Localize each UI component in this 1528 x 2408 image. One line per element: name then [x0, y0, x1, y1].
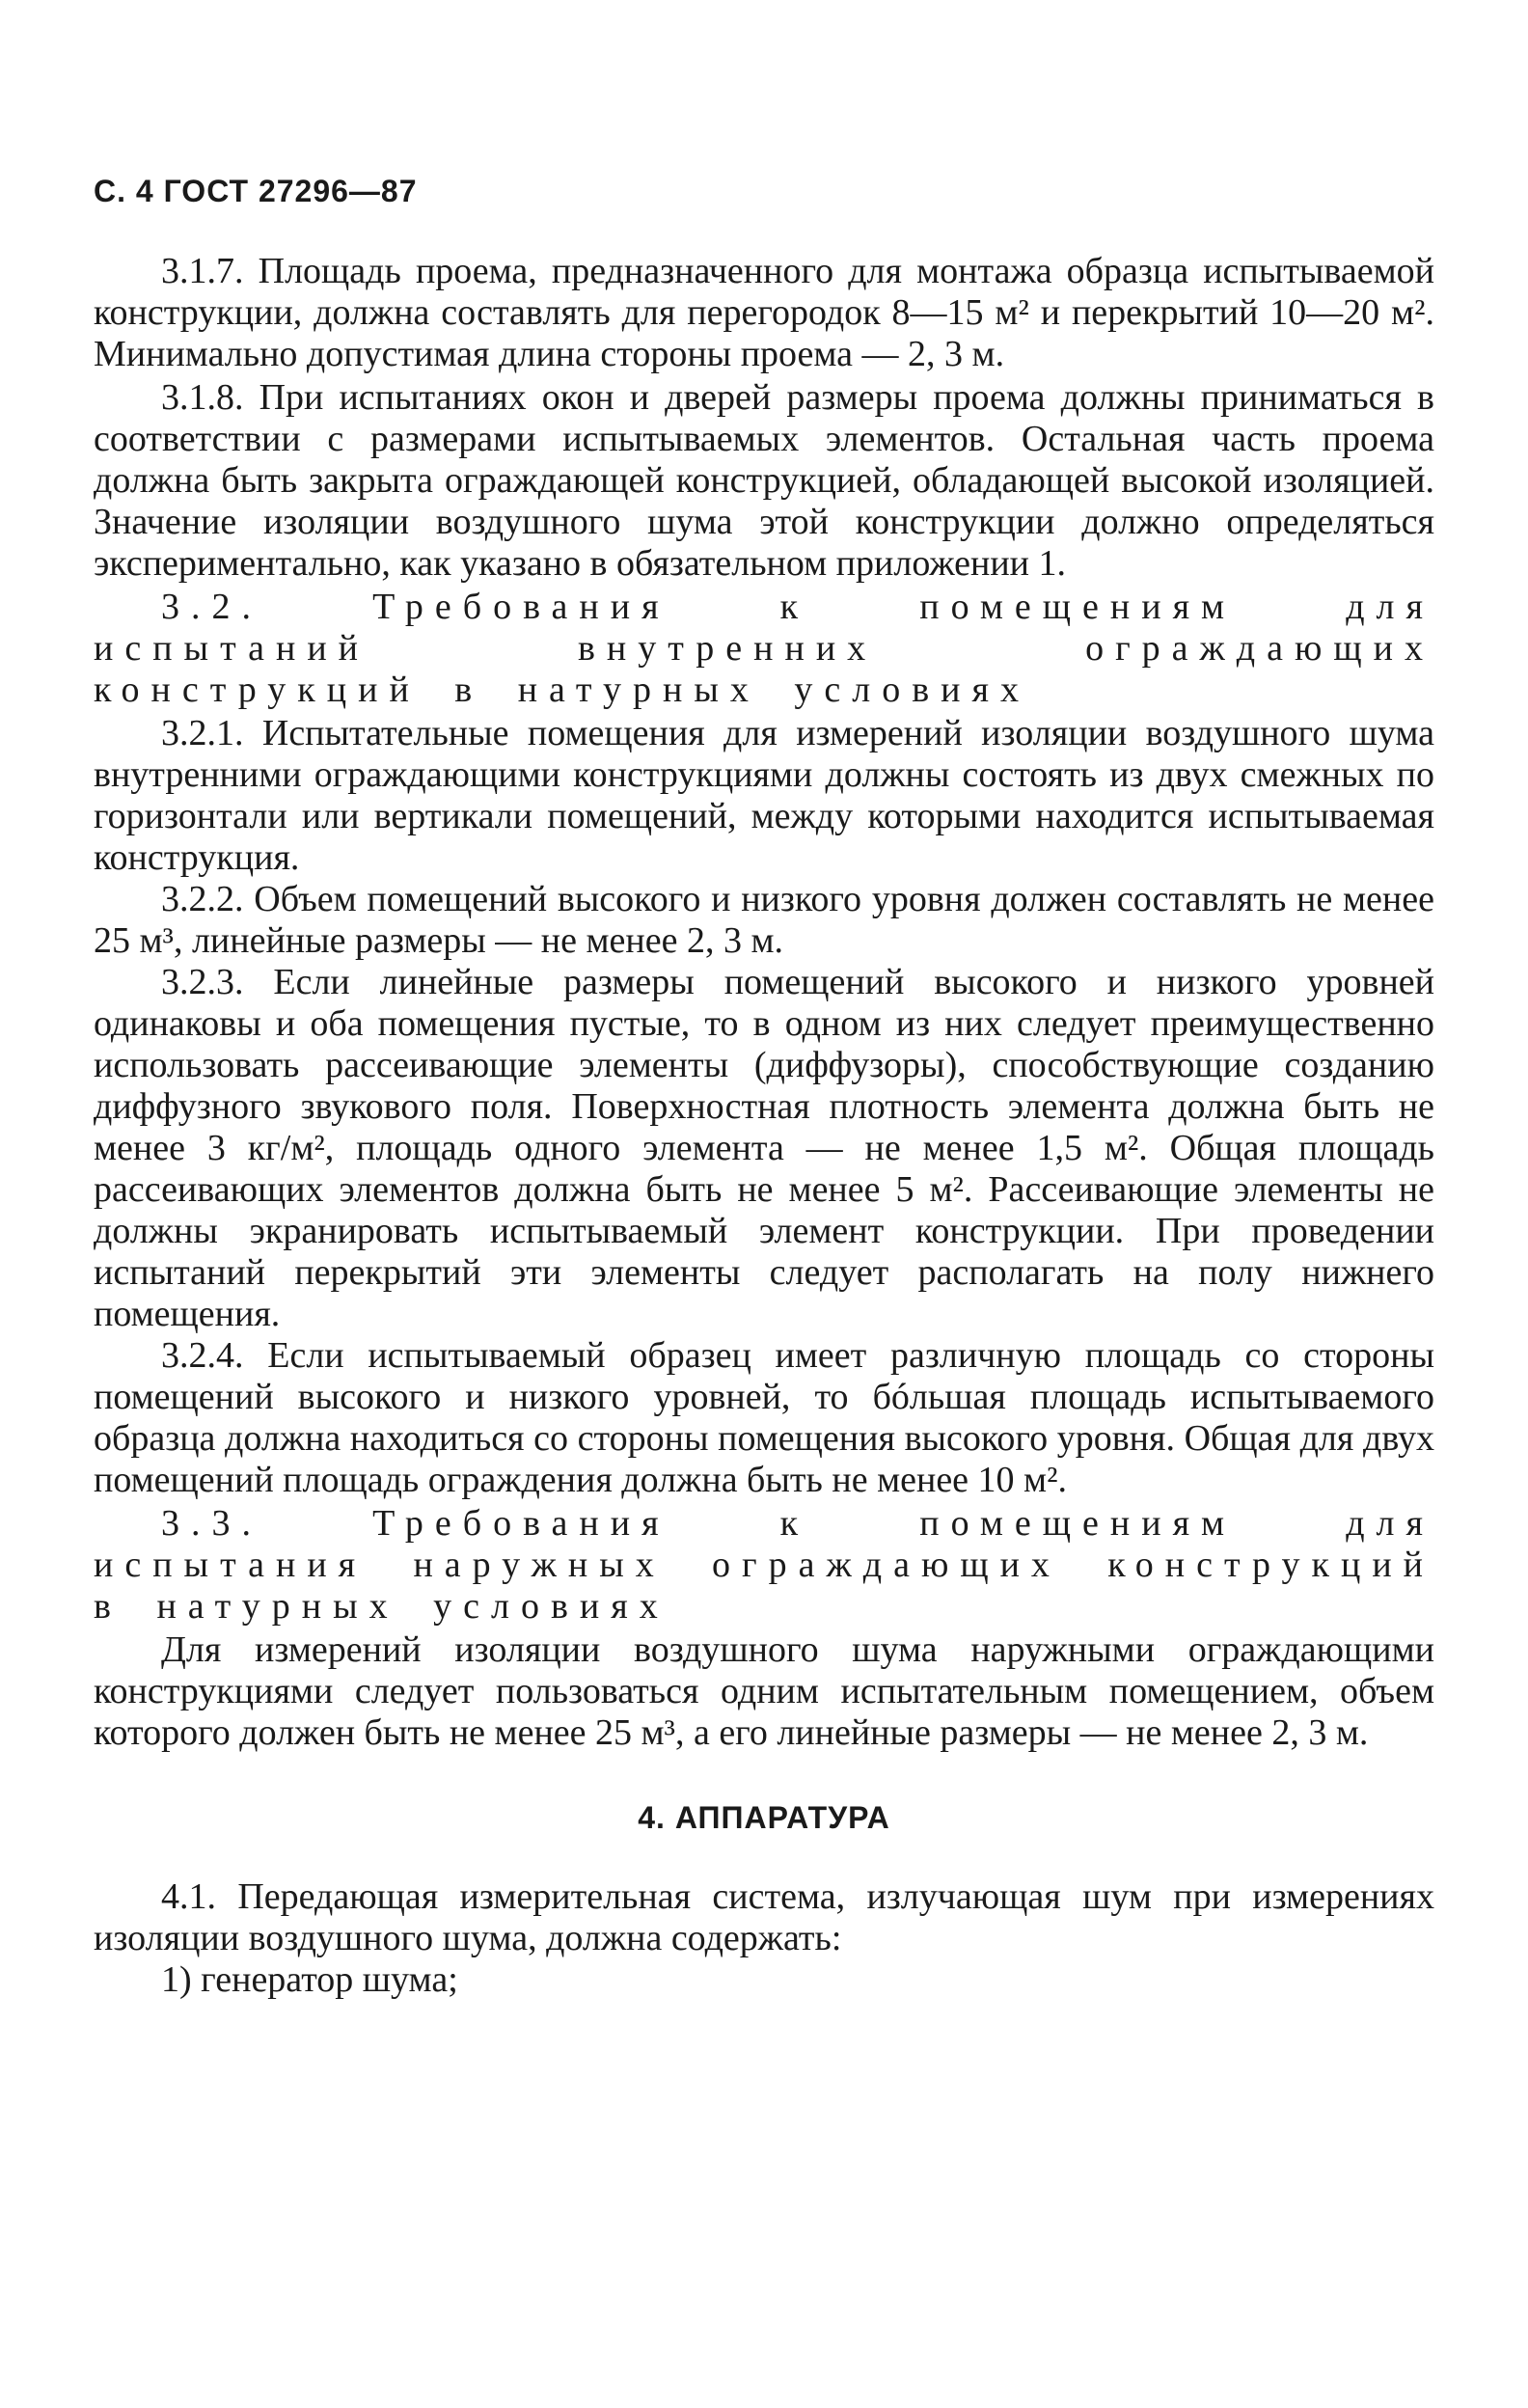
paragraph-3-2-1: 3.2.1. Испытательные помещения для измерений изоляции воздушного шума внутренними ограждающими конструкциями должны состоять из двух смежных по горизонтали или вертикали помещений, между которыми находится испытываемая конструкция. — [94, 713, 1434, 878]
paragraph-3-3-text: Для измерений изоляции воздушного шума наружными ограждающими конструкциями следует пользоваться одним испытательным помещением, объем которого должен быть не менее 25 м³, а его линейные размеры — не менее 2, 3 м. — [94, 1629, 1434, 1753]
paragraph-3-1-7: 3.1.7. Площадь проема, предназначенного для монтажа образца испытываемой конструкции, должна составлять для перегородок 8—15 м² и перекрытий 10—20 м². Минимально допустимая длина стороны проема — 2, 3 м. — [94, 251, 1434, 374]
list-item-4-1-1: 1) генератор шума; — [161, 1959, 458, 2000]
page-header: С. 4 ГОСТ 27296—87 — [94, 174, 418, 208]
paragraph-3-1-8: 3.1.8. При испытаниях окон и дверей размеры проема должны приниматься в соответствии с размерами испытываемых элементов. Остальная часть проема должна быть закрыта ограждающей конструкцией, обладающей высокой изоляцией. Значение изоляции воздушного шума этой конструкции должно определяться экспериментально, как указано в обязательном приложении 1. — [94, 377, 1434, 584]
document-body — [94, 251, 1434, 2001]
paragraph-3-2-2: 3.2.2. Объем помещений высокого и низкого уровня должен составлять не менее 25 м³, линейные размеры — не менее 2, 3 м. — [94, 879, 1434, 961]
paragraph-3-2-4: 3.2.4. Если испытываемый образец имеет различную площадь со стороны помещений высокого и низкого уровней, то бóльшая площадь испытываемого образца должна находиться со стороны помещения высокого уровня. Общая для двух помещений площадь ограждения должна быть не менее 10 м². — [94, 1335, 1434, 1500]
subsection-3-3-heading: 3.3. Требования к помещениям для испытания наружных ограждающих конструкций в натурных условиях — [94, 1503, 1434, 1627]
section-4-title: 4. АППАРАТУРА — [638, 1800, 890, 1835]
paragraph-4-1: 4.1. Передающая измерительная система, излучающая шум при измерениях изоляции воздушного шума, должна содержать: — [94, 1876, 1434, 1958]
subsection-3-2-heading: 3.2. Требования к помещениям для испытаний внутренних ограждающих конструкций в натурных условиях — [94, 587, 1434, 710]
paragraph-3-2-3: 3.2.3. Если линейные размеры помещений высокого и низкого уровней одинаковы и оба помещения пустые, то в одном из них следует преимущественно использовать рассеивающие элементы (диффузоры), способствующие созданию диффузного звукового поля. Поверхностная плотность элемента должна быть не менее 3 кг/м², площадь одного элемента — не менее 1,5 м². Общая площадь рассеивающих элементов должна быть не менее 5 м². Рассеивающие элементы не должны экранировать испытываемый элемент конструкции. При проведении испытаний перекрытий эти элементы следует располагать на полу нижнего помещения. — [94, 962, 1434, 1334]
